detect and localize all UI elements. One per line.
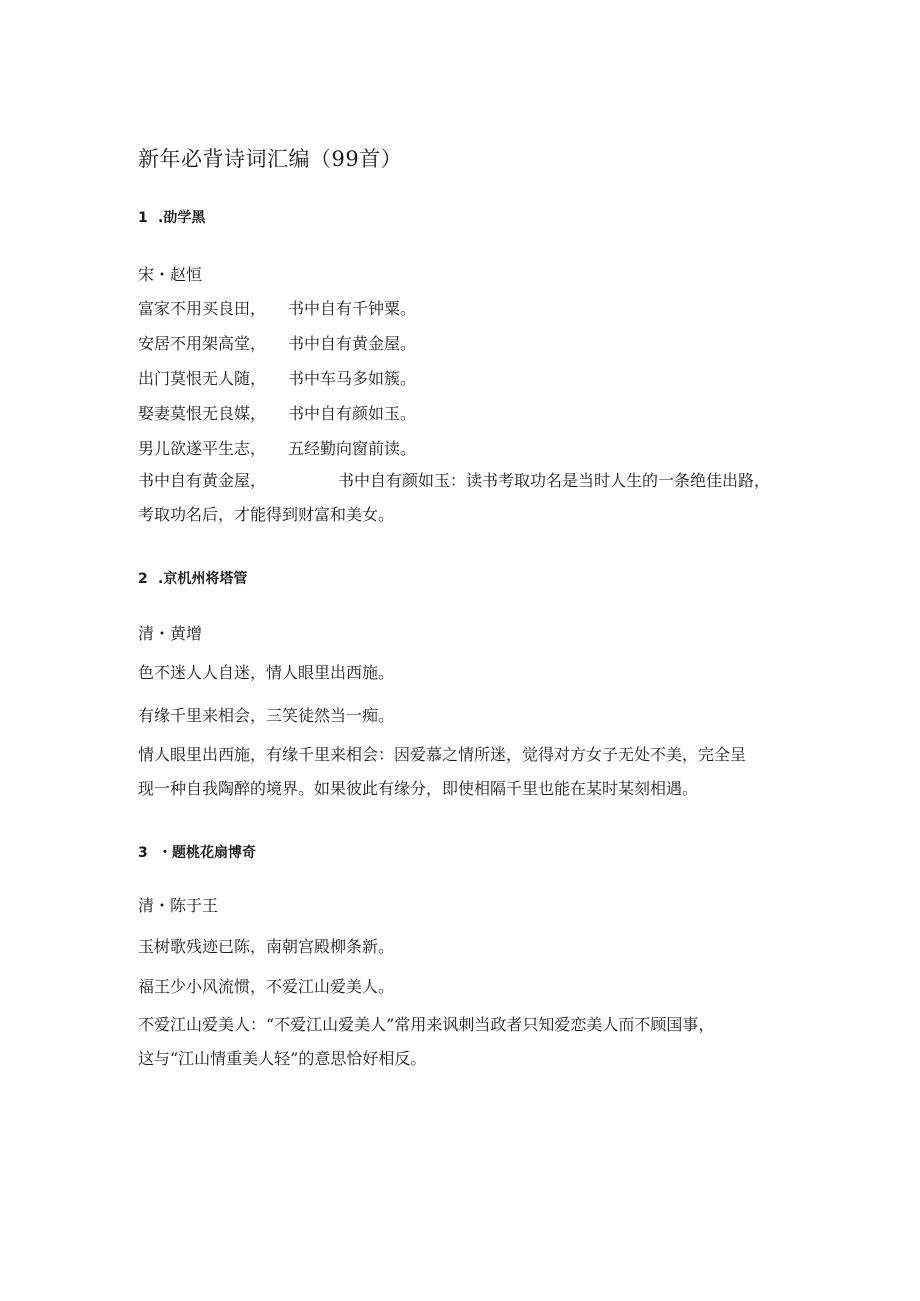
- section-3-heading: [138, 842, 256, 862]
- note-row: 现一种自我陶醉的境界。如果彼此有缘分，即使相隔千里也能在某时某刻相遇。: [138, 779, 699, 798]
- poem-line-second-half: 五经勤向窗前读。: [288, 439, 417, 458]
- section-3-note: [138, 1008, 788, 1076]
- section-number: 1: [138, 210, 148, 226]
- poem-line-second-half: 书中自有黄金屋。: [288, 334, 417, 353]
- section-1-author: 宋・赵恒: [138, 265, 203, 284]
- poem-line: 色不迷人人自迷，情人眼里出西施。: [138, 663, 395, 682]
- poem-line: 玉树歌残迹已陈，南朝宫殿柳条新。: [138, 937, 395, 956]
- poem-line: [138, 436, 417, 459]
- poem-line-first-half: 娶妻莫恨无良媒，: [138, 404, 267, 423]
- poem-line-second-half: 书中车马多如簇。: [288, 369, 417, 388]
- poem-line-first-half: 富家不用买良田，: [138, 299, 267, 318]
- poem-line-first-half: 男儿欲遂平生志，: [138, 439, 267, 458]
- note-row-text: 书中自有颜如玉：读书考取功名是当时人生的一条绝佳出路，: [338, 471, 771, 490]
- note-row: 情人眼里出西施，有缘千里来相会：因爱慕之情所迷，觉得对方女子无处不美，完全呈: [138, 745, 747, 764]
- poem-line-first-half: 出门莫恨无人随，: [138, 369, 267, 388]
- poem-line: 有缘千里来相会，三笑徒然当一痴。: [138, 706, 395, 725]
- poem-line: [138, 366, 417, 389]
- section-number: 2: [138, 571, 148, 587]
- note-row: 不爱江山爱美人：“不爱江山爱美人”常用来讽刺当政者只知爱恋美人而不顾国事，: [138, 1015, 715, 1034]
- note-row: 考取功名后，才能得到财富和美女。: [138, 505, 395, 524]
- poem-line: [138, 331, 417, 354]
- section-heading-text: .劭学黑: [158, 210, 206, 226]
- section-1-note: [138, 464, 788, 532]
- poem-line: 福王少小风流惯，不爱江山爱美人。: [138, 977, 395, 996]
- poem-line: [138, 296, 417, 319]
- section-2-note: [138, 738, 788, 806]
- poem-line-second-half: 书中自有千钟粟。: [288, 299, 417, 318]
- section-3-author: 清・陈于王: [138, 896, 219, 915]
- poem-line: [138, 401, 417, 424]
- section-heading-text: ・题桃花扇博奇: [158, 845, 256, 861]
- document-title: 新年必背诗词汇编（99首）: [138, 147, 403, 171]
- section-2-heading: [138, 568, 247, 588]
- poem-line-first-half: 安居不用架高堂，: [138, 334, 267, 353]
- section-number: 3: [138, 845, 148, 861]
- poem-line-second-half: 书中自有颜如玉。: [288, 404, 417, 423]
- section-1-heading: [138, 207, 205, 227]
- note-lead: 书中自有黄金屋，: [138, 471, 267, 490]
- note-row: [138, 464, 788, 498]
- section-heading-text: .京机州将塔管: [158, 571, 248, 587]
- note-row: 这与“江山情重美人轻”的意思恰好相反。: [138, 1049, 427, 1068]
- section-2-author: 清・黄增: [138, 624, 203, 643]
